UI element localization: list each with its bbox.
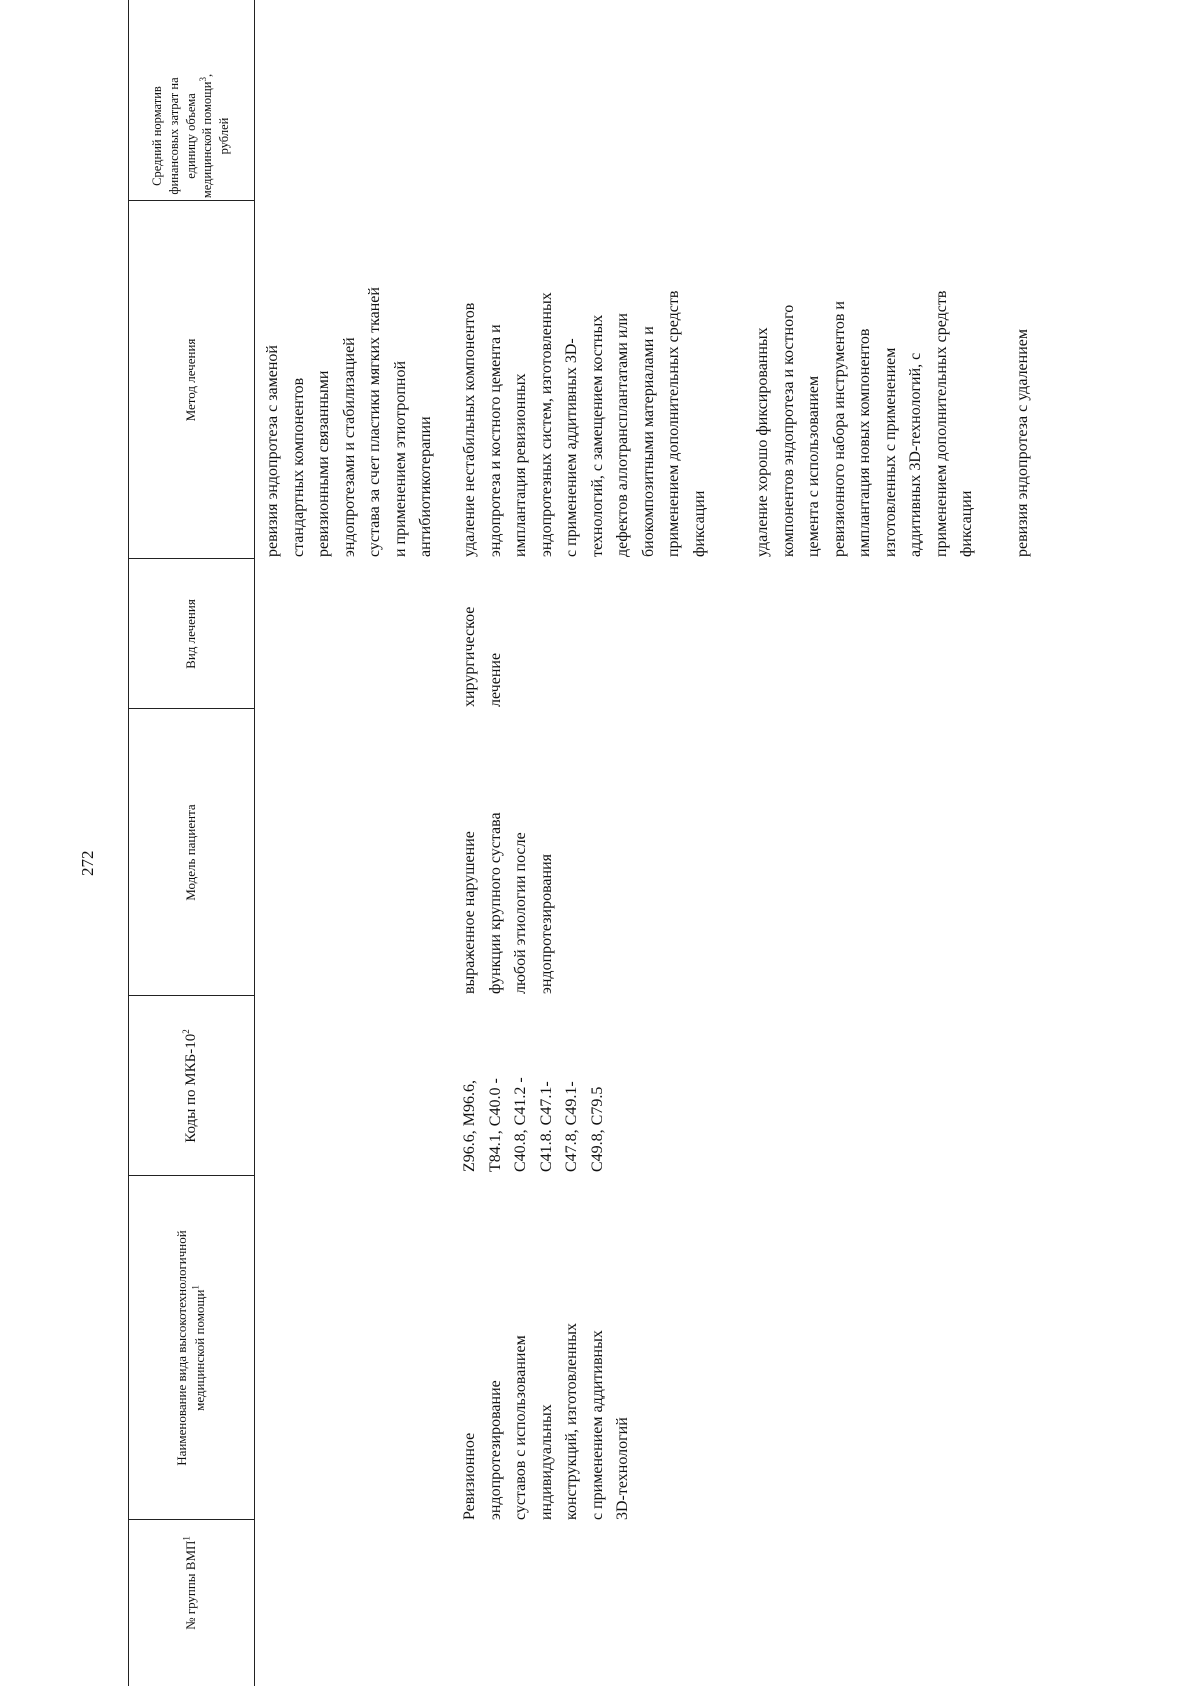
page-number: 272 [78,850,97,876]
treatment-method-4: ревизия эндопротеза с удалением [1014,328,1031,557]
header-avg-cost: Средний норматив финансовых затрат на единицу объема медицинской помощи$^3$, рублей [149,73,232,199]
header-treatment-method: Метод лечения [183,338,199,422]
header-group-no: № группы ВМП$^1$ [181,1536,199,1630]
treatment-type-2: хирургическое лечение [461,606,504,707]
treatment-method-3: удаление хорошо фиксированных компонентов эндопротеза и костного цемента с использованием ревизионного набора инструментов и имплантация новых компонентов изготовленных с применением аддитивных 3D-технологий, с применением дополнительных средств фиксации [754,290,975,557]
table-header-bottom-border [254,0,255,1686]
treatment-method-2: удаление нестабильных компонентов эндопротеза и костного цемента и имплантация ревизионных эндопротезных систем, изготовленных с применением аддитивных 3D- технологий, с замещением костных дефектов аллотрансплантатами или биокомпозитными материалами и применением дополнительных средств фиксации [461,290,708,557]
header-patient-model: Модель пациента [183,804,199,901]
mkb-codes-2: Z96.6, M96.6, T84.1, C40.0 - C40.8, C41.2 - C41.8. C47.1- C47.8, C49.1- C49.8, C79.5 [461,1077,606,1172]
patient-model-2: выраженное нарушение функции крупного сустава любой этиологии после эндопротезирования [461,812,555,994]
vmp-name-2: Ревизионное эндопротезирование суставов с использованием индивидуальных конструкций, изготовленных с применением аддитивных 3D-технологий [461,1323,631,1520]
header-mkb-codes: Коды по МКБ-$10^2$ [180,1029,199,1143]
header-vmp-name: Наименование вида высокотехнологичной медицинской помощи$^1$ [174,1230,207,1466]
header-treatment-type: Вид лечения [183,599,199,669]
treatment-method-1: ревизия эндопротеза с заменой стандартных компонентов ревизионными связанными эндопротезами и стабилизацией сустава за счет пластики мягких тканей и применением этиотропной антибиотикотерапии [264,287,434,557]
